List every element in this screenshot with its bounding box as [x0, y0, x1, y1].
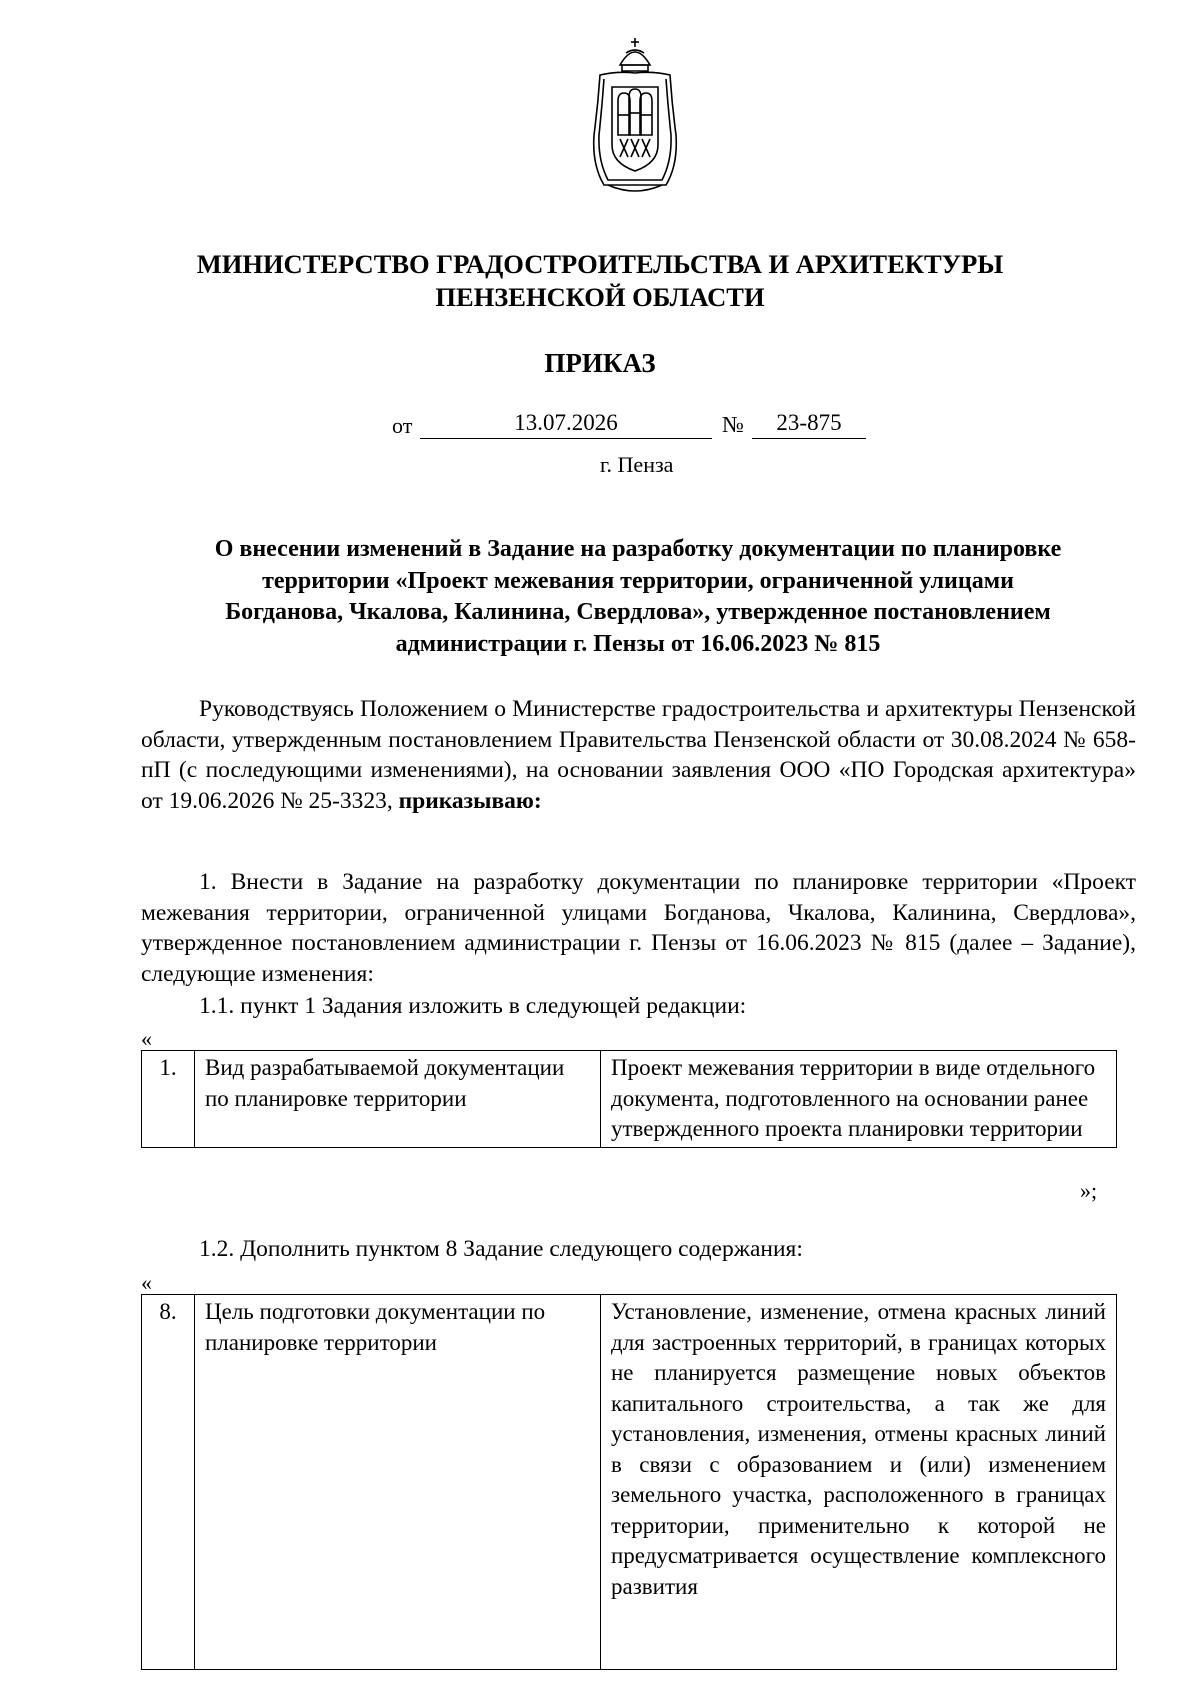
order-number: 23-875	[752, 410, 866, 439]
table2-label-cell: Цель подготовки документации по планировке территории	[195, 1295, 601, 1670]
table2-row-number: 8.	[142, 1295, 195, 1670]
ministry-name	[140, 248, 1060, 314]
ministry-name-line1: МИНИСТЕРСТВО ГРАДОСТРОИТЕЛЬСТВА И АРХИТЕКТУРЫ	[196, 249, 1004, 279]
quote-open-2: «	[141, 1270, 152, 1295]
table1-row-number: 1.	[142, 1051, 195, 1148]
document-type-title: ПРИКАЗ	[544, 348, 656, 378]
item-1-paragraph: 1. Внести в Задание на разработку документации по планировке территории «Проект межевания территории, ограниченной улицами Богданова, Чкалова, Калинина, Свердлова», утвержденное постановлением администрации г. Пензы от 16.06.2023 № 815 (далее – Задание), следующие изменения:	[141, 869, 1136, 987]
subject-line4: администрации г. Пензы от 16.06.2023 № 815	[395, 630, 881, 657]
order-subject	[140, 534, 1136, 660]
amendment-table-1	[141, 1050, 1117, 1148]
quote-open-1: «	[141, 1026, 152, 1051]
table1-value-cell: Проект межевания территории в виде отдельного документа, подготовленного на основании ранее утвержденного проекта планировки территории	[601, 1051, 1117, 1148]
item-1-1-text: 1.1. пункт 1 Задания изложить в следующей редакции:	[199, 993, 747, 1019]
table-row	[142, 1051, 1117, 1148]
amendment-table-2	[141, 1294, 1117, 1670]
table-row	[142, 1295, 1117, 1670]
subject-line3: Богданова, Чкалова, Калинина, Свердлова», утвержденное постановлением	[225, 599, 1051, 625]
order-number-label: №	[722, 412, 744, 437]
subject-line1: О внесении изменений в Задание на разработку документации по планировке	[214, 536, 1062, 562]
preamble-text: Руководствуясь Положением о Министерстве градостроительства и архитектуры Пензенской области, утвержденным постановлением Правительства Пензенской области от 30.08.2024 № 658-пП (с последующими изменениями), на основании заявления ООО «ПО Городская архитектура» от 19.06.2026 № 25-3323,	[141, 696, 1136, 814]
item-1-2-text: 1.2. Дополнить пунктом 8 Задание следующего содержания:	[199, 1236, 803, 1262]
ministry-name-line2: ПЕНЗЕНСКОЙ ОБЛАСТИ	[435, 282, 765, 312]
coat-of-arms-emblem	[590, 35, 680, 200]
table2-value-cell: Установление, изменение, отмена красных линий для застроенных территорий, в границах которых не планируется размещение новых объектов капитального строительства, а так же для установления, изменения, отмены красных линий в связи с образованием и (или) изменением земельного участка, расположенного в границах территории, применительно к которой не предусматривается осуществление комплексного развития	[601, 1295, 1117, 1670]
date-from-label: от	[392, 413, 413, 438]
city-name: г. Пенза	[600, 452, 674, 477]
subject-line2: территории «Проект межевания территории, ограниченной улицами	[262, 567, 1014, 594]
quote-close-1: »;	[1080, 1178, 1098, 1203]
order-word: приказываю:	[398, 787, 542, 814]
order-date: 13.07.2026	[420, 410, 712, 439]
preamble-paragraph	[141, 694, 1136, 816]
table1-label-cell: Вид разрабатываемой документации по планировке территории	[195, 1051, 601, 1148]
